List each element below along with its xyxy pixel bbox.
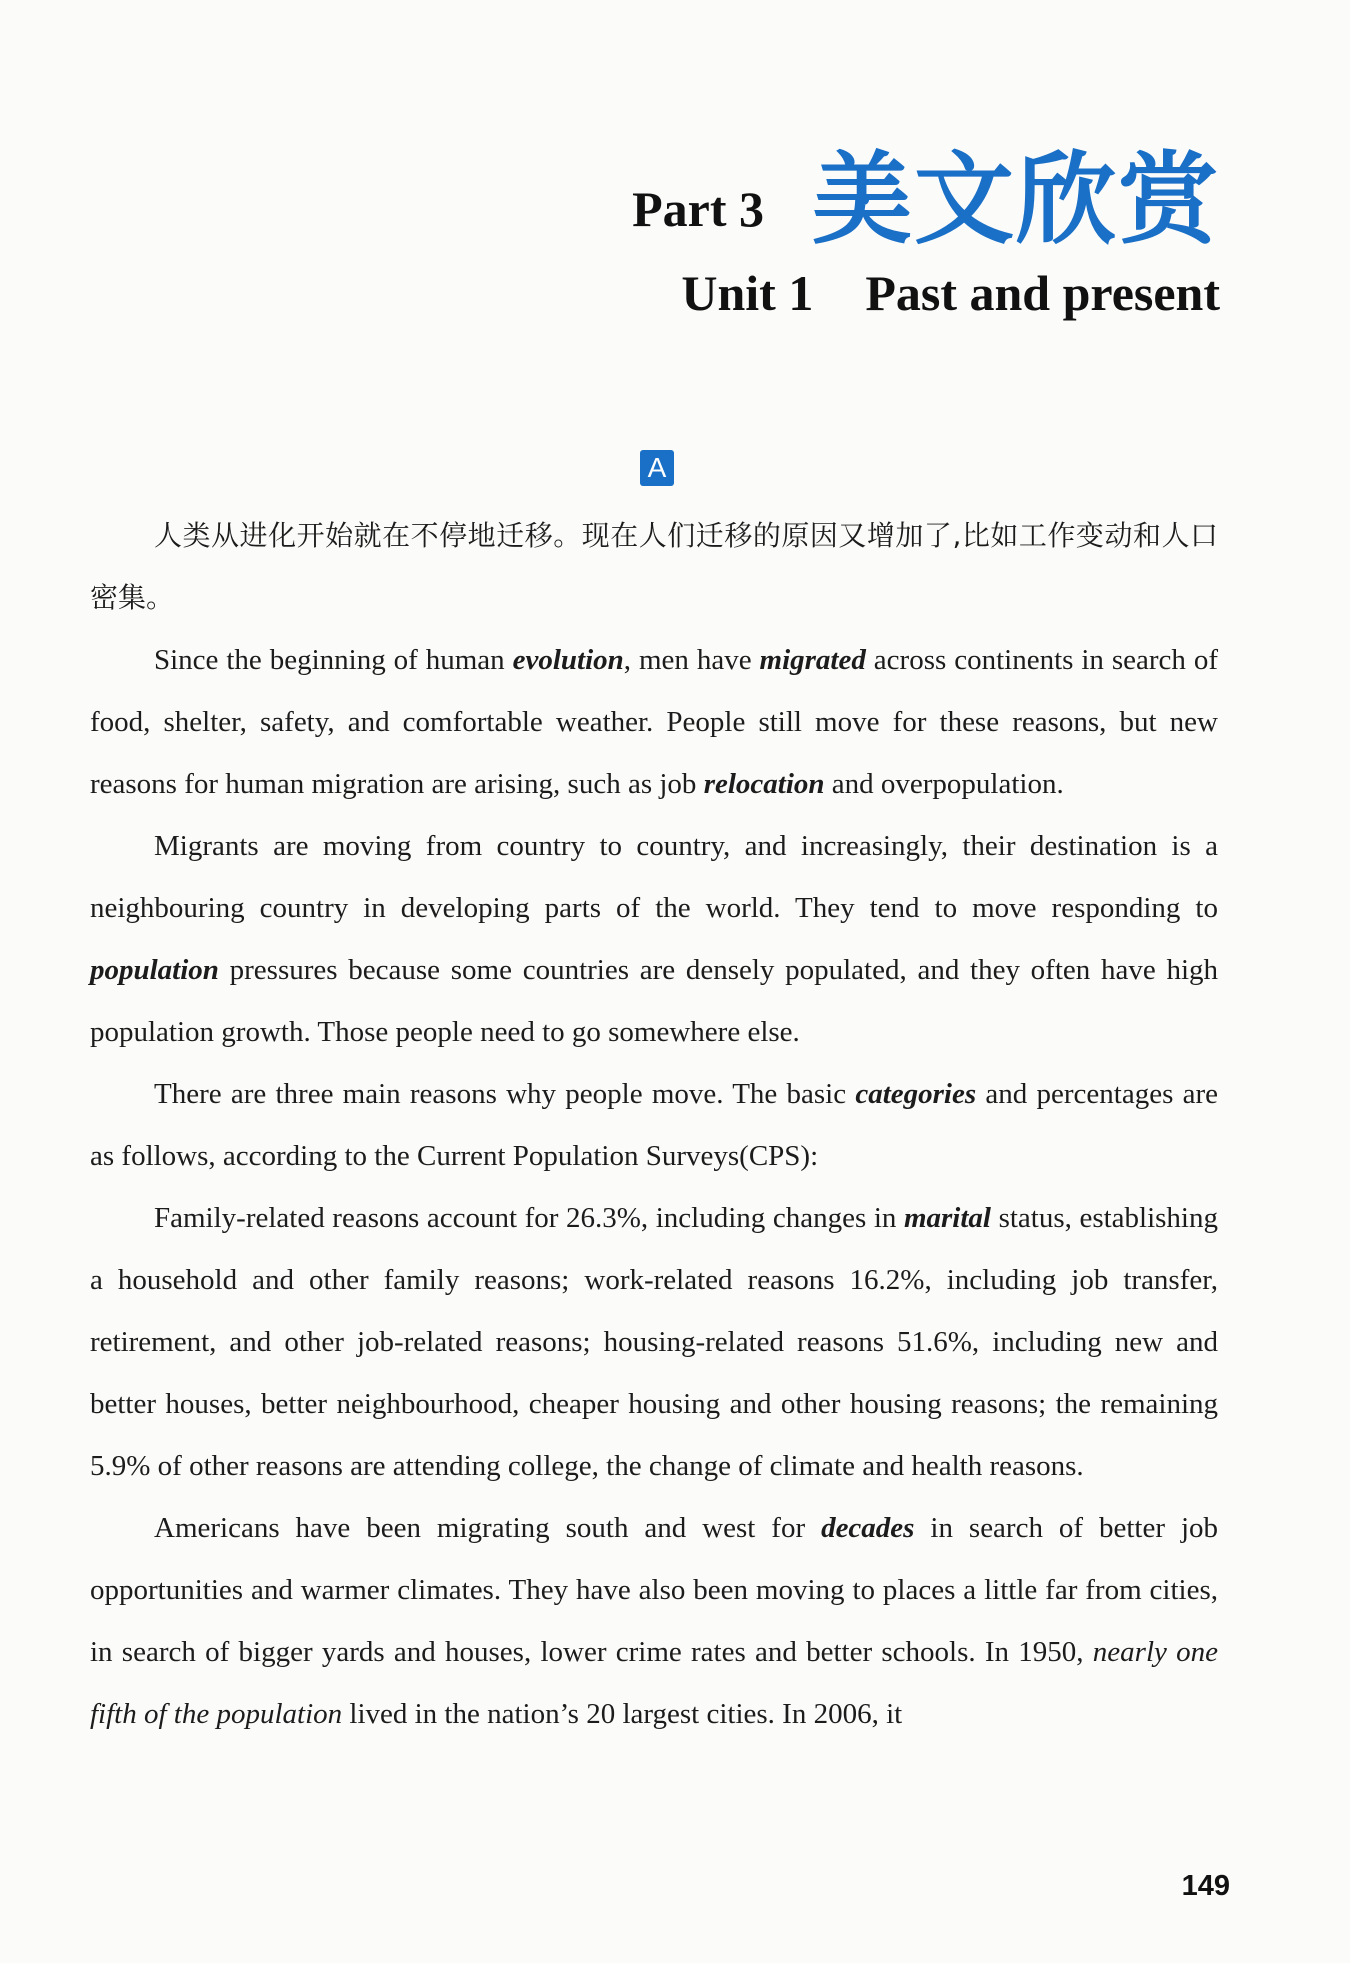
keyword: population bbox=[90, 954, 219, 986]
keyword: decades bbox=[821, 1512, 915, 1544]
part-line bbox=[632, 141, 1220, 258]
keyword: marital bbox=[903, 1202, 991, 1234]
page-header bbox=[632, 141, 1220, 322]
chinese-title: 美文欣赏 bbox=[812, 141, 1220, 258]
intro-chinese: 人类从进化开始就在不停地迁移。现在人们迁移的原因又增加了,比如工作变动和人口密集。 bbox=[90, 519, 1218, 614]
page-number: 149 bbox=[1181, 1870, 1230, 1902]
part-label: Part 3 bbox=[632, 181, 764, 237]
keyword: categories bbox=[855, 1078, 977, 1110]
unit-label: Unit 1 bbox=[681, 265, 814, 321]
keyword: migrated bbox=[759, 644, 866, 676]
keyword: relocation bbox=[703, 768, 825, 800]
paragraph-4: Family-related reasons account for 26.3%, including changes in marital status, establishing a household and other family reasons; work-related reasons 16.2%, including job transfer, retirement, and other job-related reasons; housing-related reasons 51.6%, including new and better houses, better neighbourhood, cheaper housing and other housing reasons; the remaining 5.9% of other reasons are attending college, the change of climate and health reasons. bbox=[90, 1202, 1218, 1482]
paragraph-2: Migrants are moving from country to country, and increasingly, their destination is a neighbouring country in developing parts of the world. They tend to move responding to population pressures because some countries are densely populated, and they often have high population growth. Those people need to go somewhere else. bbox=[90, 830, 1218, 1048]
article-body bbox=[90, 505, 1218, 1745]
keyword: evolution bbox=[512, 644, 624, 676]
unit-line bbox=[632, 264, 1220, 322]
paragraph-1: Since the beginning of human evolution, men have migrated across continents in search of food, shelter, safety, and comfortable weather. People still move for these reasons, but new reasons for human migration are arising, such as job relocation and overpopulation. bbox=[90, 644, 1219, 800]
italic-phrase: nearly one fifth of the population bbox=[90, 1636, 1218, 1730]
paragraph-5: Americans have been migrating south and west for decades in search of better job opportunities and warmer climates. They have also been moving to places a little far from cities, in search of bigger yards and houses, lower crime rates and better schools. In 1950, nearly one fifth of the population lived in the nation’s 20 largest cities. In 2006, it bbox=[90, 1512, 1219, 1730]
paragraph-3: There are three main reasons why people move. The basic categories and percentages are as follows, according to the Current Population Surveys(CPS): bbox=[90, 1078, 1218, 1172]
unit-title: Past and present bbox=[865, 265, 1220, 321]
section-badge: A bbox=[640, 450, 674, 486]
